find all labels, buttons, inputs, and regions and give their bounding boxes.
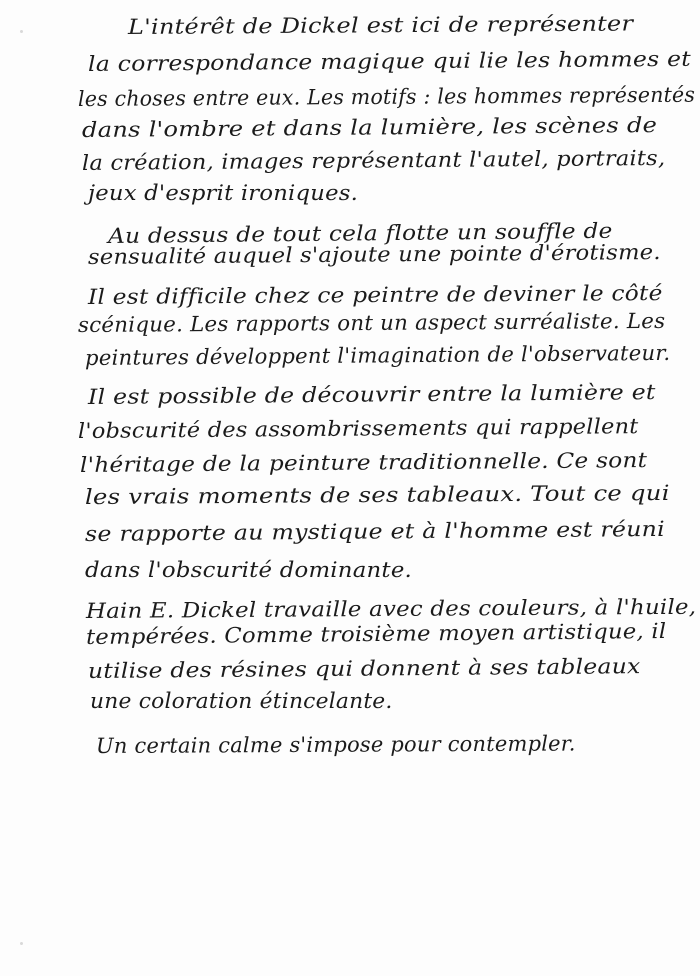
text-line: Hain E. Dickel travaille avec des couleurs, à l'huile, (85, 594, 697, 623)
text-line: les choses entre eux. Les motifs : les hommes représentés (77, 82, 696, 111)
text-line: L'intérêt de Dickel est ici de représenter (127, 11, 634, 39)
text-line: une coloration étincelante. (90, 689, 393, 713)
text-line: Au dessus de tout cela flotte un souffle de (107, 218, 613, 248)
text-line: peintures développent l'imagination de l'observateur. (84, 340, 671, 370)
text-line: Un certain calme s'impose pour contempler. (95, 731, 576, 758)
text-line: Il est possible de découvrir entre la lumière et (87, 380, 656, 409)
text-line: dans l'obscurité dominante. (85, 558, 413, 582)
text-line: scénique. Les rapports ont un aspect surréaliste. Les (77, 308, 666, 337)
text-line: la correspondance magique qui lie les hommes et (87, 46, 692, 76)
text-line: utilise des résines qui donnent à ses tableaux (87, 654, 641, 683)
scan-speck (20, 30, 23, 33)
text-line: la création, images représentant l'autel, portraits, (81, 145, 666, 175)
text-line: les vrais moments de ses tableaux. Tout ce qui (84, 480, 670, 509)
text-line: se rapporte au mystique et à l'homme est réuni (84, 516, 666, 546)
scan-speck (20, 942, 23, 945)
text-line: l'héritage de la peinture traditionnelle. Ce sont (79, 448, 648, 477)
text-line: Il est difficile chez ce peintre de deviner le côté (87, 280, 663, 309)
text-line: dans l'ombre et dans la lumière, les scènes de (81, 112, 658, 142)
text-line: jeux d'esprit ironiques. (88, 181, 359, 205)
text-line: sensualité auquel s'ajoute une pointe d'érotisme. (87, 240, 661, 269)
text-line: tempérées. Comme troisième moyen artistique, il (85, 618, 667, 649)
text-line: l'obscurité des assombrissements qui rappellent (77, 414, 639, 443)
